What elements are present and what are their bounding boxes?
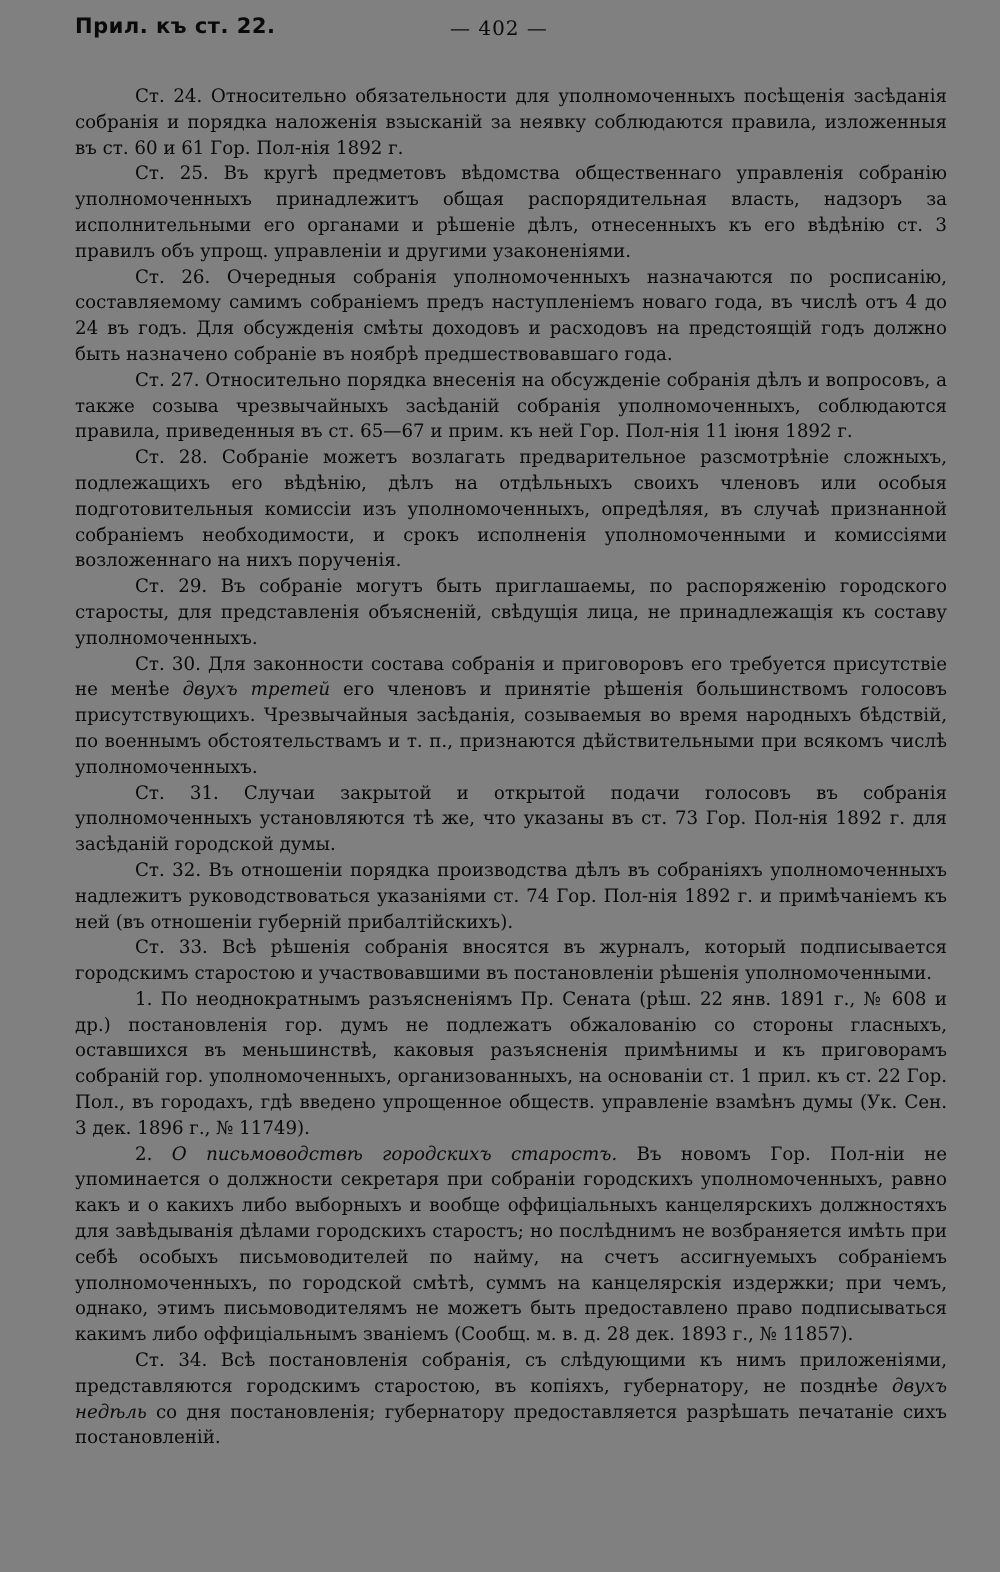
article-27-paragraph: Ст. 27. Относительно порядка внесенія на обсужденіе собранія дѣлъ и вопросовъ, а также созыва чрезвычайныхъ засѣданій собранія уполномоченныхъ, соблюдаются правила, приведенныя въ ст. 65—67 и прим. къ ней Гор. Пол-нія 11 іюня 1892 г.	[75, 369, 947, 443]
article-32-paragraph: Ст. 32. Въ отношеніи порядка производства дѣлъ въ собраніяхъ уполномоченныхъ надлежитъ руководствоваться указаніями ст. 74 Гор. Пол-нія 1892 г. и примѣчаніемъ къ ней (въ отношеніи губерній прибалтійскихъ).	[75, 859, 947, 933]
note-2-text: Въ новомъ Гор. Пол-ніи не упоминается о должности секретаря при собраніи городскихъ уполномоченныхъ, равно какъ и о какихъ либо выборныхъ и вообще оффиціальныхъ канцелярскихъ должностяхъ для завѣдыванія дѣлами городскихъ старостъ; но послѣднимъ не возбраняется имѣть при себѣ особыхъ письмоводителей по найму, на счетъ ассигнуемыхъ собраніемъ уполномоченныхъ, по городской смѣтѣ, суммъ на канцелярскія издержки; при чемъ, однако, этимъ письмоводителямъ не можетъ быть предоставлено право подписываться какимъ либо оффиціальнымъ званіемъ (Сообщ. м. в. д. 28 дек. 1893 г., № 11857).	[75, 1143, 947, 1346]
article-34-italic-phrase: двухъ недѣль	[75, 1375, 947, 1423]
article-34-text-end: со дня постановленія; губернатору предоставляется разрѣшать печатаніе сихъ постановленій.	[75, 1401, 947, 1449]
article-25-paragraph: Ст. 25. Въ кругѣ предметовъ вѣдомства общественнаго управленія собранію уполномоченныхъ принадлежитъ общая распорядительная власть, надзоръ за исполнительными его органами и рѣшеніе дѣлъ, отнесенныхъ къ его вѣдѣнію ст. 3 правилъ объ упрощ. управленіи и другими узаконеніями.	[75, 163, 947, 262]
article-33-paragraph: Ст. 33. Всѣ рѣшенія собранія вносятся въ журналъ, который подписывается городскимъ старостою и участвовавшими въ постановленіи рѣшенія уполномоченными.	[75, 937, 947, 985]
document-page	[75, 14, 947, 1451]
article-24-paragraph: Ст. 24. Относительно обязательности для уполномоченныхъ посѣщенія засѣданія собранія и порядка наложенія взысканій за неявку соблюдаются правила, изложенныя въ ст. 60 и 61 Гор. Пол-нія 1892 г.	[75, 86, 947, 159]
article-34-text-start: Ст. 34. Всѣ постановленія собранія, съ слѣдующими къ нимъ приложеніями, представляются городскимъ старостою, въ копіяхъ, губернатору, не позднѣе	[75, 1350, 947, 1397]
article-30-paragraph	[75, 652, 947, 781]
header-section-reference: Прил. къ ст. 22.	[75, 14, 276, 38]
article-30-italic-phrase: двухъ третей	[182, 679, 331, 701]
note-1-paragraph: 1. По неоднократнымъ разъясненіямъ Пр. Сената (рѣш. 22 янв. 1891 г., № 608 и др.) постановленія гор. думъ не подлежатъ обжалованію со стороны гласныхъ, оставшихся въ меньшинствѣ, каковыя разъясненія примѣнимы и къ приговорамъ собраній гор. уполномоченныхъ, организованныхъ, на основаніи ст. 1 прил. къ ст. 22 Гор. Пол., въ городахъ, гдѣ введено упрощенное обществ. управленіе взамѣнъ думы (Ук. Сен. 3 дек. 1896 г., № 11749).	[75, 988, 947, 1139]
note-2-italic-heading: О письмоводствѣ городскихъ старостъ.	[171, 1143, 618, 1165]
article-26-paragraph: Ст. 26. Очередныя собранія уполномоченныхъ назначаются по росписанію, составляемому самимъ собраніемъ предъ наступленіемъ новаго года, въ числѣ отъ 4 до 24 въ годъ. Для обсужденія смѣты доходовъ и расходовъ на предстоящій годъ должно быть назначено собраніе въ ноябрѣ предшествовавшаго года.	[75, 266, 947, 365]
article-34-paragraph	[75, 1348, 947, 1451]
document-body	[75, 84, 947, 1451]
article-30-text-end: его членовъ и принятіе рѣшенія большинствомъ голосовъ присутствующихъ. Чрезвычайныя засѣданія, созываемыя во время народныхъ бѣдствій, по военнымъ обстоятельствамъ и т. п., признаются дѣйствительными при всякомъ числѣ уполномоченныхъ.	[75, 679, 948, 778]
note-2-paragraph	[75, 1142, 947, 1348]
page-header	[75, 14, 947, 54]
article-30-text-start: Ст. 30. Для законности состава собранія и приговоровъ его требуется присутствіе не менѣе	[75, 653, 947, 701]
note-2-number: 2.	[135, 1143, 172, 1165]
article-31-paragraph: Ст. 31. Случаи закрытой и открытой подачи голосовъ въ собранія уполномоченныхъ установляются тѣ же, что указаны въ ст. 73 Гор. Пол-нія 1892 г. для засѣданій городской думы.	[75, 782, 947, 856]
page-number: — 402 —	[450, 16, 548, 40]
article-29-paragraph: Ст. 29. Въ собраніе могутъ быть приглашаемы, по распоряженію городского старосты, для представленія объясненій, свѣдущія лица, не принадлежащія къ составу уполномоченныхъ.	[75, 576, 947, 649]
article-28-paragraph: Ст. 28. Собраніе можетъ возлагать предварительное разсмотрѣніе сложныхъ, подлежащихъ его вѣдѣнію, дѣлъ на отдѣльныхъ своихъ членовъ или особыя подготовительныя комиссіи изъ уполномоченныхъ, опредѣляя, въ случаѣ признанной собраніемъ необходимости, и срокъ исполненія уполномоченными и комиссіями возложеннаго на нихъ порученія.	[75, 447, 947, 572]
